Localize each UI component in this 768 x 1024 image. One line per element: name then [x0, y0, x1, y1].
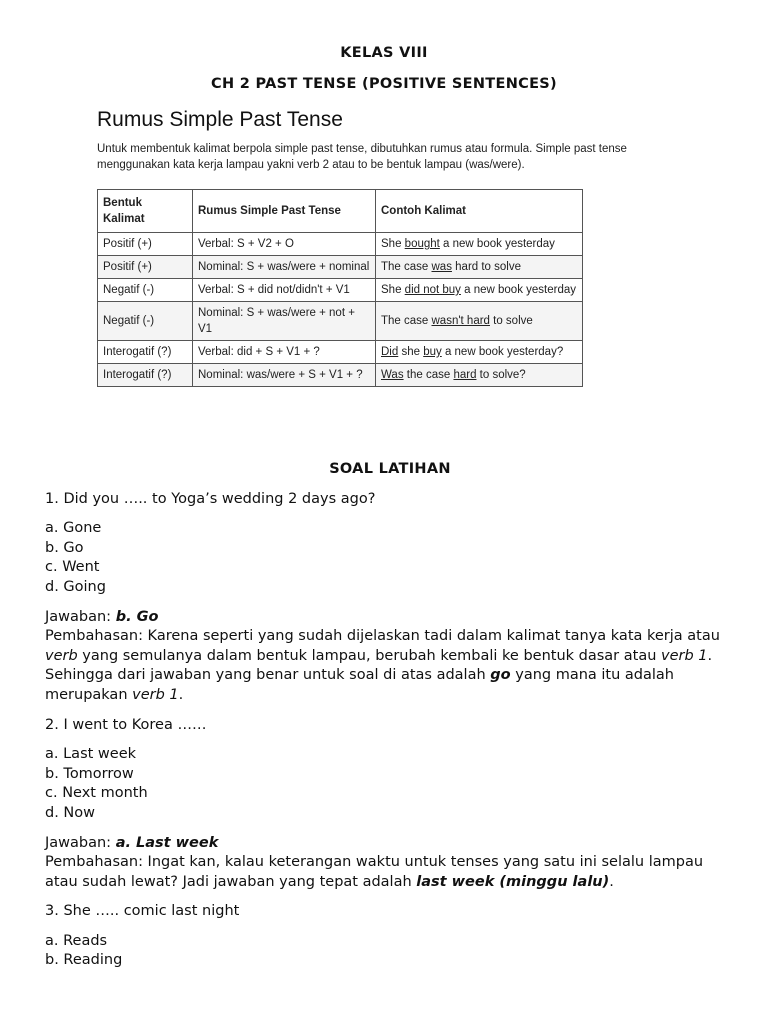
- exercise-section: [45, 460, 735, 981]
- explanation-segment: yang semulanya dalam bentuk lampau, berubah kembali ke bentuk dasar atau: [77, 647, 661, 664]
- cell-bentuk: Negatif (-): [98, 302, 193, 341]
- explanation-segment: verb: [45, 647, 78, 664]
- header-bentuk: Bentuk Kalimat: [98, 190, 193, 233]
- option: b. Tomorrow: [45, 765, 134, 782]
- option: d. Going: [45, 578, 106, 595]
- cell-rumus: Nominal: was/were + S + V1 + ?: [193, 364, 376, 387]
- question-3-options: [45, 932, 735, 971]
- cell-bentuk: Interogatif (?): [98, 364, 193, 387]
- contoh-segment: she: [398, 346, 424, 358]
- answer-value: b. Go: [115, 608, 159, 625]
- explanation-segment: . Sehingga dari jawaban yang benar untuk soal di atas adalah: [45, 647, 713, 684]
- cell-bentuk: Negatif (-): [98, 279, 193, 302]
- explanation-segment: yang mana itu adalah merupakan: [45, 667, 674, 703]
- contoh-segment: did not buy: [404, 284, 461, 296]
- explanation-segment: Pembahasan: Karena seperti yang sudah dijelaskan tadi dalam kalimat tanya kata kerja atau: [45, 628, 720, 645]
- figure-description: Untuk membentuk kalimat berpola simple past tense, dibutuhkan rumus atau formula. Simple past tense menggunakan kata kerja lampau yakni verb 2 atau to be bentuk lampau (was/were).: [97, 143, 627, 171]
- question-3: 3. She ….. comic last night: [45, 903, 240, 920]
- cell-rumus: Nominal: S + was/were + nominal: [193, 256, 376, 279]
- answer-value: a. Last week: [115, 834, 219, 851]
- explanation-segment: .: [178, 686, 184, 703]
- table-body: [98, 233, 583, 387]
- table-row: [98, 279, 583, 302]
- cell-rumus: Verbal: did + S + V1 + ?: [193, 341, 376, 364]
- question-2: 2. I went to Korea ……: [45, 716, 207, 733]
- cell-contoh: [376, 233, 583, 256]
- option: c. Next month: [45, 785, 148, 802]
- table-row: [98, 302, 583, 341]
- contoh-segment: was: [431, 261, 452, 273]
- explanation-1: [45, 628, 720, 703]
- contoh-segment: to solve: [489, 315, 533, 327]
- cell-contoh: [376, 341, 583, 364]
- option: b. Go: [45, 539, 84, 556]
- option: c. Went: [45, 559, 100, 576]
- option: a. Gone: [45, 520, 102, 537]
- cell-contoh: [376, 302, 583, 341]
- cell-bentuk: Positif (+): [98, 256, 193, 279]
- contoh-segment: bought: [404, 238, 440, 250]
- table-header-row: [98, 190, 583, 233]
- rumus-figure: [97, 108, 697, 173]
- contoh-segment: a new book yesterday: [460, 284, 577, 296]
- explanation-segment: .: [609, 873, 614, 890]
- cell-contoh: [376, 279, 583, 302]
- question-1: 1. Did you ….. to Yoga’s wedding 2 days ago?: [45, 490, 376, 507]
- cell-rumus: Nominal: S + was/were + not + V1: [193, 302, 376, 341]
- question-2-options: [45, 745, 735, 823]
- contoh-segment: hard to solve: [451, 261, 521, 273]
- explanation-2: [45, 854, 703, 890]
- option: a. Last week: [45, 746, 137, 763]
- header-contoh: Contoh Kalimat: [376, 190, 583, 233]
- table-row: [98, 256, 583, 279]
- contoh-segment: hard: [453, 369, 477, 381]
- contoh-segment: buy: [423, 346, 442, 358]
- cell-bentuk: Positif (+): [98, 233, 193, 256]
- table-row: [98, 233, 583, 256]
- cell-contoh: [376, 256, 583, 279]
- cell-rumus: Verbal: S + did not/didn't + V1: [193, 279, 376, 302]
- explanation-segment: Pembahasan: Ingat kan, kalau keterangan waktu untuk tenses yang satu ini selalu lampau atau sudah lewat? Jadi jawaban yang tepat adalah: [45, 854, 704, 890]
- contoh-segment: a new book yesterday: [439, 238, 555, 250]
- answer-label: Jawaban:: [45, 834, 116, 851]
- cell-rumus: Verbal: S + V2 + O: [193, 233, 376, 256]
- answer-1-block: [45, 608, 735, 706]
- contoh-segment: the case: [403, 369, 454, 381]
- class-label: KELAS VIII: [340, 45, 428, 61]
- exercise-title: SOAL LATIHAN: [329, 461, 451, 477]
- cell-bentuk: Interogatif (?): [98, 341, 193, 364]
- option: a. Reads: [45, 932, 108, 949]
- contoh-segment: to solve?: [476, 369, 526, 381]
- cell-contoh: [376, 364, 583, 387]
- contoh-segment: Was: [381, 369, 404, 381]
- table-row: [98, 364, 583, 387]
- contoh-segment: She: [381, 284, 405, 296]
- chapter-title: CH 2 PAST TENSE (POSITIVE SENTENCES): [211, 76, 557, 92]
- explanation-segment: last week (minggu lalu): [416, 873, 610, 890]
- figure-title: Rumus Simple Past Tense: [97, 108, 343, 131]
- contoh-segment: wasn't hard: [431, 315, 490, 327]
- explanation-segment: verb 1: [132, 686, 179, 703]
- table-row: [98, 341, 583, 364]
- question-1-options: [45, 519, 735, 597]
- contoh-segment: The case: [381, 315, 432, 327]
- answer-2-block: [45, 834, 735, 893]
- explanation-segment: verb 1: [661, 647, 708, 664]
- contoh-segment: She: [381, 238, 405, 250]
- option: b. Reading: [45, 952, 123, 969]
- answer-label: Jawaban:: [45, 608, 116, 625]
- contoh-segment: Did: [381, 346, 399, 358]
- option: d. Now: [45, 804, 95, 821]
- contoh-segment: a new book yesterday?: [441, 346, 564, 358]
- header-rumus: Rumus Simple Past Tense: [193, 190, 376, 233]
- explanation-segment: go: [490, 667, 511, 684]
- contoh-segment: The case: [381, 261, 432, 273]
- rumus-table: [97, 189, 583, 387]
